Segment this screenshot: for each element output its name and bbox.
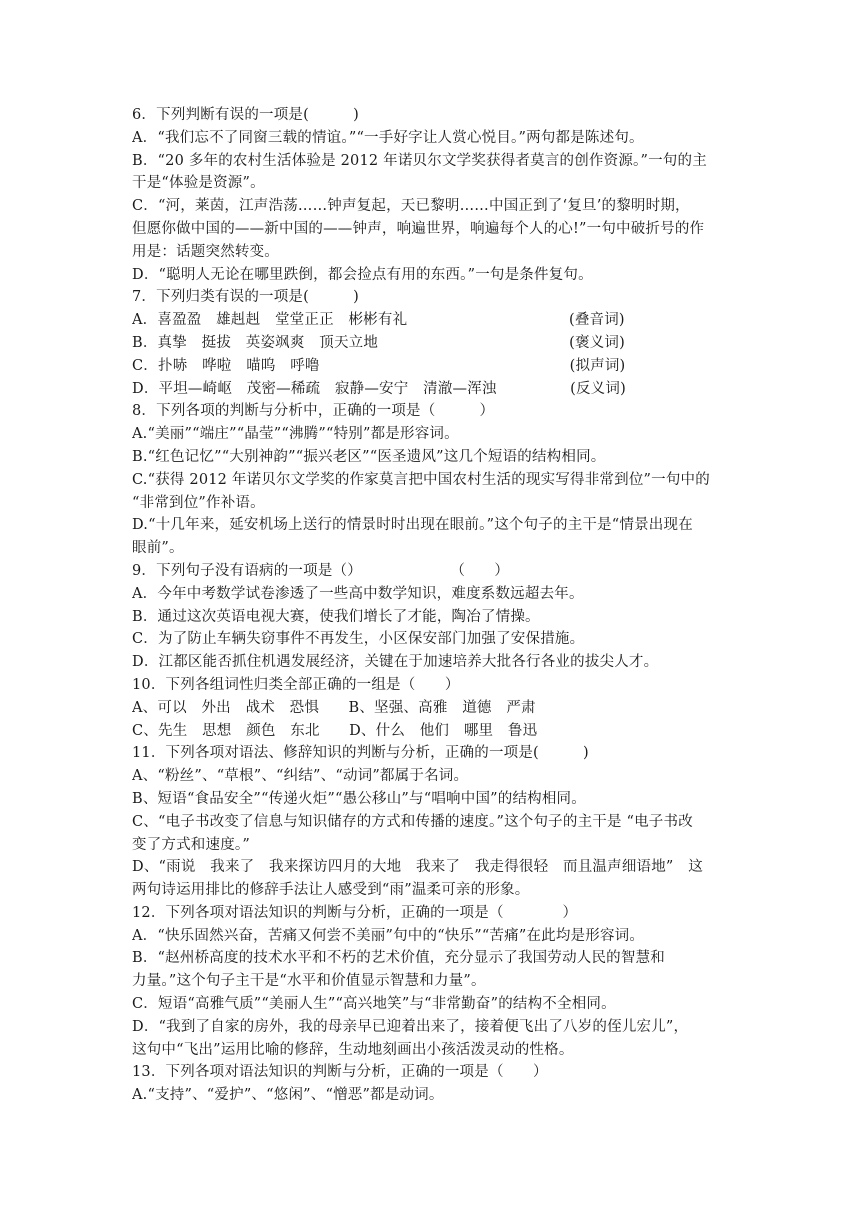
- q13-stem: 13．下列各项对语法知识的判断与分析，正确的一项是（ ）: [132, 1064, 548, 1081]
- q7-option-b: B．真挚 挺拔 英姿飒爽 顶天立地 (褒义词): [132, 334, 625, 351]
- q10-stem: 10．下列各组词性归类全部正确的一组是（ ）: [132, 676, 460, 693]
- q8-option-d: D.“十几年来，延安机场上送行的情景时时出现在眼前。”这个句子的主干是“情景出现在: [132, 517, 693, 534]
- q6-option-c-cont: 但愿你做中国的——新中国的——钟声，响遍世界，响遍每个人的心!”一句中破折号的作: [132, 220, 705, 237]
- q6-option-b: B．“20 多年的农村生活体验是 2012 年诺贝尔文学奖获得者莫言的创作资源。”一句的主: [132, 152, 707, 169]
- q9-stem: 9．下列句子没有语病的一项是（） （ ）: [132, 562, 510, 579]
- q8-option-d-cont: 眼前”。: [132, 540, 184, 557]
- q11-stem: 11．下列各项对语法、修辞知识的判断与分析，正确的一项是( ): [132, 745, 589, 762]
- q9-option-b: B．通过这次英语电视大赛，使我们增长了才能，陶冶了情操。: [132, 608, 540, 625]
- q7-option-c: C．扑哧 哗啦 喵呜 呼噜 (拟声词): [132, 357, 626, 374]
- q9-option-d: D．江都区能否抓住机遇发展经济，关键在于加速培养大批各行各业的拔尖人才。: [132, 654, 659, 671]
- q13-option-a: A.“支持”、“爱护”、“悠闲”、“憎恶”都是动词。: [132, 1087, 444, 1104]
- q11-option-c-cont: 变了方式和速度。”: [132, 836, 250, 853]
- q6-option-b-cont: 干是“体验是资源”。: [132, 175, 265, 192]
- q12-option-b: B．“赵州桥高度的技术水平和不朽的艺术价值，充分显示了我国劳动人民的智慧和: [132, 950, 665, 967]
- q12-option-b-cont: 力量。”这个句子主干是“水平和价值显示智慧和力量”。: [132, 973, 486, 990]
- q7-option-a: A．喜盈盈 雄赳赳 堂堂正正 彬彬有礼 (叠音词): [132, 312, 625, 329]
- q11-option-d: D、“雨说 我来了 我来探访四月的大地 我来了 我走得很轻 而且温声细语地” 这: [132, 859, 703, 876]
- q9-option-c: C．为了防止车辆失窃事件不再发生，小区保安部门加强了安保措施。: [132, 631, 585, 648]
- q12-option-d-cont: 这句中“飞出”运用比喻的修辞，生动地刻画出小孩活泼灵动的性格。: [132, 1041, 574, 1058]
- q7-option-d: D．平坦—崎岖 茂密—稀疏 寂静—安宁 清澈—浑浊 (反义词): [132, 380, 626, 397]
- q11-option-b: B、短语“食品安全”“传递火炬”“愚公移山”与“唱响中国”的结构相同。: [132, 790, 586, 807]
- q6-option-a: A．“我们忘不了同窗三载的情谊。”“一手好字让人赏心悦目。”两句都是陈述句。: [132, 129, 644, 146]
- q10-options-ab: A、可以 外出 战术 恐惧 B、坚强、高雅 道德 严肃: [132, 699, 536, 716]
- q6-option-d: D．“聪明人无论在哪里跌倒，都会捡点有用的东西。”一句是条件复句。: [132, 266, 593, 283]
- q12-option-d: D．“我到了自家的房外，我的母亲早已迎着出来了，接着便飞出了八岁的侄儿宏儿”，: [132, 1018, 689, 1035]
- q11-option-d-cont: 两句诗运用排比的修辞手法让人感受到“雨”温柔可亲的形象。: [132, 882, 530, 899]
- q11-option-a: A、“粉丝”、“草根”、“纠结”、“动词”都属于名词。: [132, 768, 469, 785]
- q9-option-a: A．今年中考数学试卷渗透了一些高中数学知识，难度系数远超去年。: [132, 585, 584, 602]
- q6-option-c: C．“河，莱茵，江声浩荡……钟声复起，天已黎明……中国正到了‘复旦’的黎明时期，: [132, 198, 690, 215]
- q6-stem: 6．下列判断有误的一项是( ): [132, 107, 359, 123]
- q12-stem: 12．下列各项对语法知识的判断与分析，正确的一项是（ ）: [132, 904, 578, 921]
- q8-option-c-cont: “非常到位”作补语。: [132, 494, 265, 511]
- q12-option-a: A．“快乐固然兴奋，苦痛又何尝不美丽”句中的“快乐”“苦痛”在此均是形容词。: [132, 927, 645, 944]
- q8-option-a: A.“美丽”“端庄”“晶莹”“沸腾”“特别”都是形容词。: [132, 426, 459, 443]
- q12-option-c: C．短语“高雅气质”“美丽人生”“高兴地笑”与“非常勤奋”的结构不全相同。: [132, 996, 616, 1013]
- q8-stem: 8．下列各项的判断与分析中，正确的一项是（ ）: [132, 403, 495, 420]
- q10-options-cd: C、先生 思想 颜色 东北 D、什么 他们 哪里 鲁迅: [132, 722, 538, 739]
- q7-stem: 7．下列归类有误的一项是( ): [132, 289, 359, 306]
- q8-option-c: C.“获得 2012 年诺贝尔文学奖的作家莫言把中国农村生活的现实写得非常到位”一句中的: [132, 471, 710, 488]
- q6-option-c-cont2: 用是：话题突然转变。: [132, 243, 279, 260]
- q8-option-b: B.“红色记忆”“大别神韵”“振兴老区”“医圣遗风”这几个短语的结构相同。: [132, 448, 606, 465]
- q11-option-c: C、“电子书改变了信息与知识储存的方式和传播的速度。”这个句子的主干是 “电子书改: [132, 813, 693, 830]
